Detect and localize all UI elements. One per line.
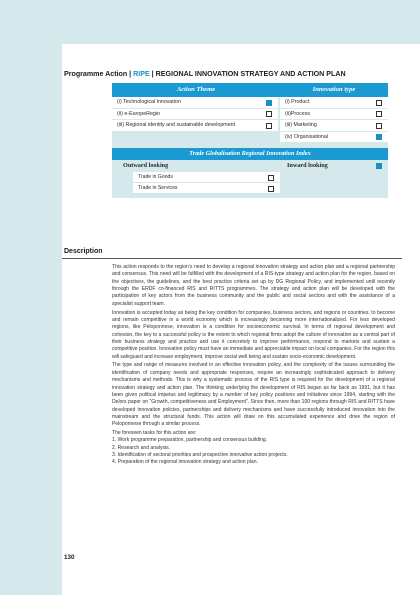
looking-row xyxy=(112,160,388,172)
task-item: 4. Preparation of the regional innovation strategy and action plan. xyxy=(112,459,258,466)
programme-title xyxy=(64,70,346,78)
theme-cell xyxy=(112,97,280,109)
description-body xyxy=(112,264,395,467)
outward-looking-label: Outward looking xyxy=(123,162,169,169)
type-checkbox[interactable] xyxy=(376,100,382,106)
trade-checkbox[interactable] xyxy=(268,175,274,181)
type-checkbox[interactable] xyxy=(376,111,382,117)
theme-cell-empty xyxy=(112,132,280,144)
trade-label: Trade in Services xyxy=(138,185,178,191)
description-divider xyxy=(62,258,402,259)
theme-table-header xyxy=(112,83,388,97)
trade-cell xyxy=(133,183,280,194)
trade-cell xyxy=(133,172,280,183)
theme-checkbox[interactable] xyxy=(266,123,272,129)
tasks-intro: The foreseen tasks for this action are: xyxy=(112,430,197,437)
task-item: 3. Identification of sectoral priorities and prospective innovative action projects. xyxy=(112,452,288,459)
programme-suffix: | REGIONAL INNOVATION STRATEGY AND ACTION PLAN xyxy=(149,70,346,78)
programme-prefix: Programme Action | xyxy=(64,70,134,78)
type-cell xyxy=(280,97,388,109)
type-label: (iv) Organisational xyxy=(285,133,328,140)
table-bottom-padding xyxy=(112,194,388,198)
action-theme-table xyxy=(112,83,388,198)
type-label: (iii) Marketing xyxy=(285,122,317,128)
type-cell xyxy=(280,120,388,132)
theme-row xyxy=(112,109,388,121)
theme-cell xyxy=(112,120,280,132)
inward-checkbox-checked[interactable] xyxy=(376,163,382,169)
theme-cell xyxy=(112,109,280,121)
type-label: (i) Product xyxy=(285,99,310,105)
trade-label: Trade in Goods xyxy=(138,174,173,180)
type-checkbox-checked[interactable] xyxy=(376,134,382,140)
trade-row xyxy=(112,183,388,194)
description-heading: Description xyxy=(64,248,103,255)
theme-label: (iii) Regional identity and sustainable development xyxy=(117,122,236,128)
programme-accent: RIPE xyxy=(133,70,150,78)
innovation-type-header: Innovation type xyxy=(280,83,388,97)
theme-checkbox[interactable] xyxy=(266,111,272,117)
page-number: 130 xyxy=(64,554,75,561)
theme-row xyxy=(112,132,388,144)
theme-checkbox-checked[interactable] xyxy=(266,100,272,106)
trade-checkbox[interactable] xyxy=(268,186,274,192)
tasks-list xyxy=(112,437,395,466)
index-table-header: Trade Globalisation Regional Innovation Index xyxy=(112,148,388,160)
task-item: 2. Research and analysis. xyxy=(112,444,171,451)
theme-row xyxy=(112,120,388,132)
top-margin-band xyxy=(62,0,420,44)
theme-label: (i) Technological innovation xyxy=(117,99,181,105)
inward-looking-cell xyxy=(280,160,388,172)
type-checkbox[interactable] xyxy=(376,123,382,129)
description-paragraph: This action responds to the region’s need to develop a regional innovation strategy and action plan and a regional partnership and consensus. This need will be fulfilled with the development of a RIS-type strategy and action plan for the region, based on the objectives, the guidelines, and the best practice criteria set up by DG Regional Policy, and implemented until recently through the ERDF co-financed RIS and RITTS programmes. The strategy and action plan will be developed with the participation of key actors from the business community and the public and social sectors and with the assistance of a specialist support team. xyxy=(112,264,395,307)
type-cell xyxy=(280,109,388,121)
inward-looking-label: Inward looking xyxy=(287,162,328,169)
type-label: (ii)Process xyxy=(285,110,311,117)
trade-row xyxy=(112,172,388,183)
action-theme-header: Action Theme xyxy=(112,83,280,97)
left-margin-band xyxy=(0,0,62,595)
theme-row xyxy=(112,97,388,109)
description-paragraph: The type and range of measures involved in an effective innovation policy, and the complexity of the issues surrounding the identification of company needs and appropriate responses, require an increasingly sophisticated approach to delivery mechanisms and methods. This is why a systematic process of the RIS type is required for the development of a regional innovation strategy and action plan. The thinking underlying the development of RIS began as far back as 1991, but it has been given political impetus and legitimacy by a number of key policy positions and initiatives since 1994, starting with the Delors paper on “Growth, competitiveness and Employment”. Since then, more than 100 regions through RIS and RITTS have developed innovation policies, partnerships and delivery mechanisms and have successfully introduced innovation into the mainstream and the structural funds. This action will draw on this accumulated experience and drive the region of Peloponnese through a similar process. xyxy=(112,362,395,428)
theme-label: (ii) e-EuropeRegio xyxy=(117,110,160,117)
task-item: 1. Work programme preparation, partnership and consensus building. xyxy=(112,437,268,444)
type-cell xyxy=(280,132,388,144)
description-paragraph: Innovation is accepted today as being the key condition for companies, business sectors, and regions or countries, to become and remain competitive in a world economy which is increasingly becoming more internationalized. For less developed regions, like Peloponnese, innovation is a condition for socioeconomic survival. In terms of regional development and cohesion, the key to a successful policy is the extent to which regional firms adopt the culture of innovation as a central part of their business strategy and practice and use it concretely to improve performance, respond to markets and sustain a competitive position. Innovation policy must have an immediate and appreciable impact on local companies. For the region this will safeguard and increase employment, improve social well being and sustain socio-economic development. xyxy=(112,309,395,360)
